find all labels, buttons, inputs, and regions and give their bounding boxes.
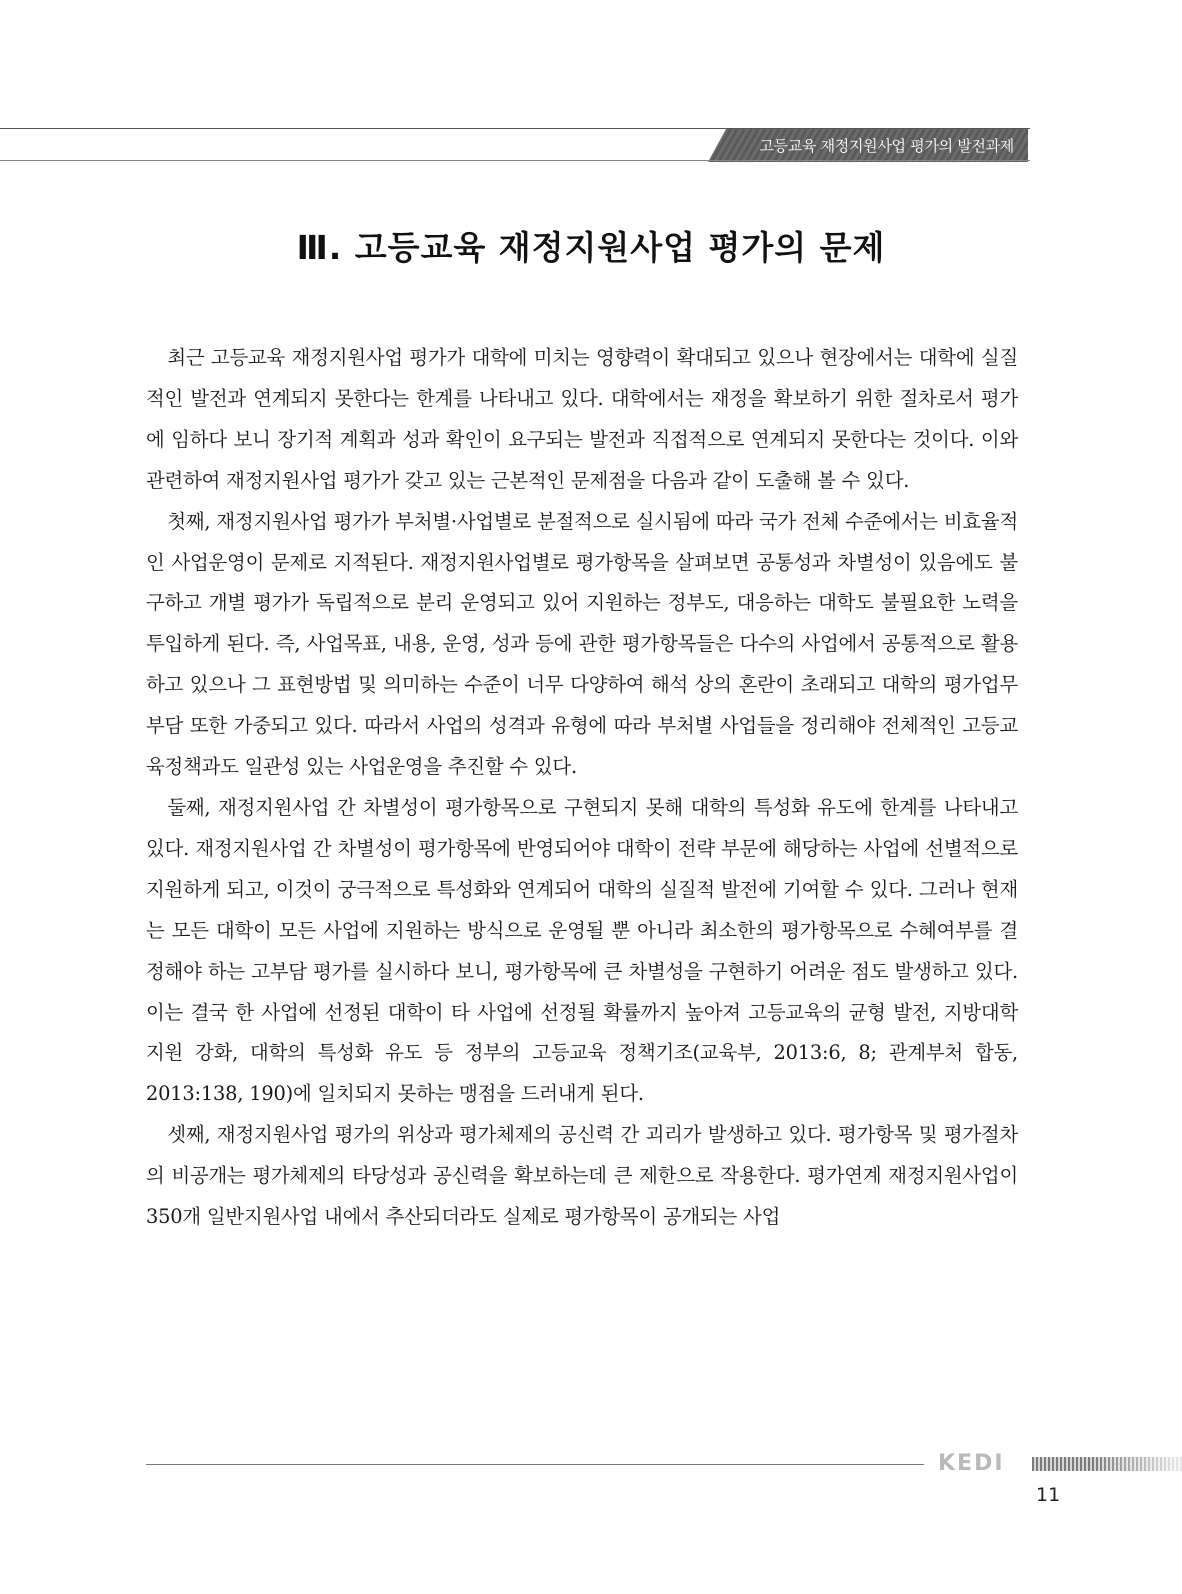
paragraph-second: 둘째, 재정지원사업 간 차별성이 평가항목으로 구현되지 못해 대학의 특성화 유도에 한계를 나타내고 있다. 재정지원사업 간 차별성이 평가항목에 반영되어야 대학이 전략 부문에 해당하는 사업에 선별적으로 지원하게 되고, 이것이 궁극적으로 특성화와 연계되어 대학의 실질적 발전에 기여할 수 있다. 그러나 현재는 모든 대학이 모든 사업에 지원하는 방식으로 운영될 뿐 아니라 최소한의 평가항목으로 수혜여부를 결정해야 하는 고부담 평가를 실시하다 보니, 평가항목에 큰 차별성을 구현하기 어려운 점도 발생하고 있다. 이는 결국 한 사업에 선정된 대학이 타 사업에 선정될 확률까지 높아져 고등교육의 균형 발전, 지방대학 지원 강화, 대학의 특성화 유도 등 정부의 고등교육 정책기조(교육부, 2013:6, 8; 관계부처 합동, 2013:138, 190)에 일치되지 못하는 맹점을 드러내게 된다. xyxy=(146,795,1018,1106)
page-number: 11 xyxy=(1036,1484,1061,1506)
section-title: Ⅲ. 고등교육 재정지원사업 평가의 문제 xyxy=(296,228,886,267)
footer-barcode-decoration xyxy=(1032,1457,1182,1471)
body-text xyxy=(146,338,1018,1238)
kedi-logo: KEDI xyxy=(938,1451,1005,1476)
running-header-title: 고등교육 재정지원사업 평가의 발전과제 xyxy=(759,137,1014,155)
footer-rule xyxy=(146,1464,924,1465)
running-header xyxy=(708,129,1028,162)
paragraph-intro: 최근 고등교육 재정지원사업 평가가 대학에 미치는 영향력이 확대되고 있으나 현장에서는 대학에 실질적인 발전과 연계되지 못한다는 한계를 나타내고 있다. 대학에서는 재정을 확보하기 위한 절차로서 평가에 임하다 보니 장기적 계획과 성과 확인이 요구되는 발전과 직접적으로 연계되지 못한다는 것이다. 이와 관련하여 재정지원사업 평가가 갖고 있는 근본적인 문제점을 다음과 같이 도출해 볼 수 있다. xyxy=(146,346,1018,492)
paragraph-first: 첫째, 재정지원사업 평가가 부처별·사업별로 분절적으로 실시됨에 따라 국가 전체 수준에서는 비효율적인 사업운영이 문제로 지적된다. 재정지원사업별로 평가항목을 살펴보면 공통성과 차별성이 있음에도 불구하고 개별 평가가 독립적으로 분리 운영되고 있어 지원하는 정부도, 대응하는 대학도 불필요한 노력을 투입하게 된다. 즉, 사업목표, 내용, 운영, 성과 등에 관한 평가항목들은 다수의 사업에서 공통적으로 활용하고 있으나 그 표현방법 및 의미하는 수준이 너무 다양하여 해석 상의 혼란이 초래되고 대학의 평가업무 부담 또한 가중되고 있다. 따라서 사업의 성격과 유형에 따라 부처별 사업들을 정리해야 전체적인 고등교육정책과도 일관성 있는 사업운영을 추진할 수 있다. xyxy=(146,509,1018,779)
paragraph-third: 셋째, 재정지원사업 평가의 위상과 평가체제의 공신력 간 괴리가 발생하고 있다. 평가항목 및 평가절차의 비공개는 평가체제의 타당성과 공신력을 확보하는데 큰 제한으로 작용한다. 평가연계 재정지원사업이 350개 일반지원사업 내에서 추산되더라도 실제로 평가항목이 공개되는 사업 xyxy=(146,1123,1018,1229)
header-bottom-rule xyxy=(0,160,1030,161)
